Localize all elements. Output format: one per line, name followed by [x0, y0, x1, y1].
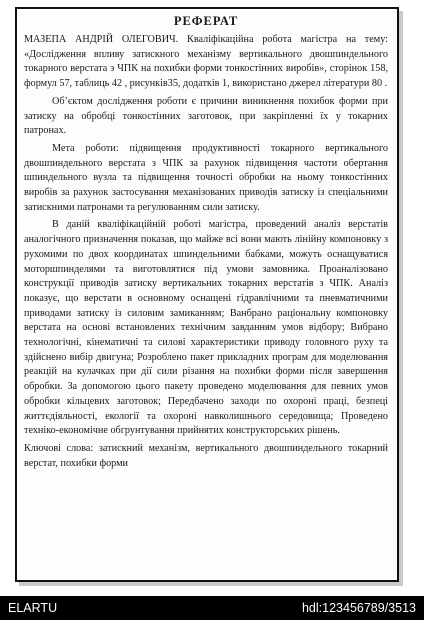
page-shadow-right	[399, 11, 403, 586]
repository-label[interactable]: ELARTU	[8, 601, 58, 615]
page-shadow-bottom	[19, 582, 403, 586]
intro-paragraph: МАЗЕПА АНДРІЙ ОЛЕГОВИЧ. Кваліфікаційна робота магістра на тему: «Дослідження впливу затискного механізму вертикального двошпиндельного токарного верстата з ЧПК на похибки форми тонкостінних виробів», сторінок 158, формул 57, таблиць 42 , рисунків35, додатків 1, використано джерел літератури 80 .	[24, 34, 388, 90]
document-content	[24, 14, 388, 474]
analysis-paragraph: В даній кваліфікаційній роботі магістра, проведений аналіз верстатів аналогічного призначення показав, що майже всі вони мають лінійну компоновку з рухомими по двох координатах шпиндельними бабками, можуть оснащуватися моторшпинделями та виготовлятися під умови замовника. Проаналізовано конструкції приводів затиску вертикальних токарних верстатів з ЧПК. Аналіз показує, що верстати в основному оснащені гідравлічними та пневматичними приводами затиску із силовим замиканням; Ванбрано раціональну компоновку верстата на основі встановлених технічним завданням умов відбору; Вибрано технологічні, кінематичні та силові характеристики приводу головного руху та здійснено вибір двигуна; Розроблено пакет прикладних програм для моделювання реакцій на кулачках при дії сили різання на похибки форми після завершення обробки. За допомогою цього пакету проведено моделювання для певних умов обробки кільцевих заготовок; Передбачено заходи по охороні праці, безпеці життєдіяльності, екології та охороні навколишнього середовища; Проведено техніко-економічне обгрунтування прийнятих конструкторських рішень.	[24, 219, 388, 437]
goal-paragraph: Мета роботи: підвищення продуктивності токарного вертикального двошпиндельного верстата з ЧПК за рахунок підвищення частоти обертання шпиндельного вузла та підвищення точності обробки на ньому тонкостінних виробів за рахунок застосування механізованих приводів затиску із спеціальними затискними патронами та регулюванням сили затиску.	[24, 142, 388, 213]
handle-identifier[interactable]: hdl:123456789/3513	[301, 601, 416, 615]
object-paragraph: Об’єктом дослідження роботи є причини виникнення похибок форми при затиску на обробці тонкостінних заготовок, при закріпленні їх у токарних патронах.	[24, 95, 388, 137]
keywords-paragraph: Ключові слова: затискний механізм, вертикального двошпиндельного токарний верстат, похибки форми	[24, 442, 388, 469]
footer-bar	[0, 596, 424, 620]
document-title: РЕФЕРАТ	[173, 14, 239, 28]
